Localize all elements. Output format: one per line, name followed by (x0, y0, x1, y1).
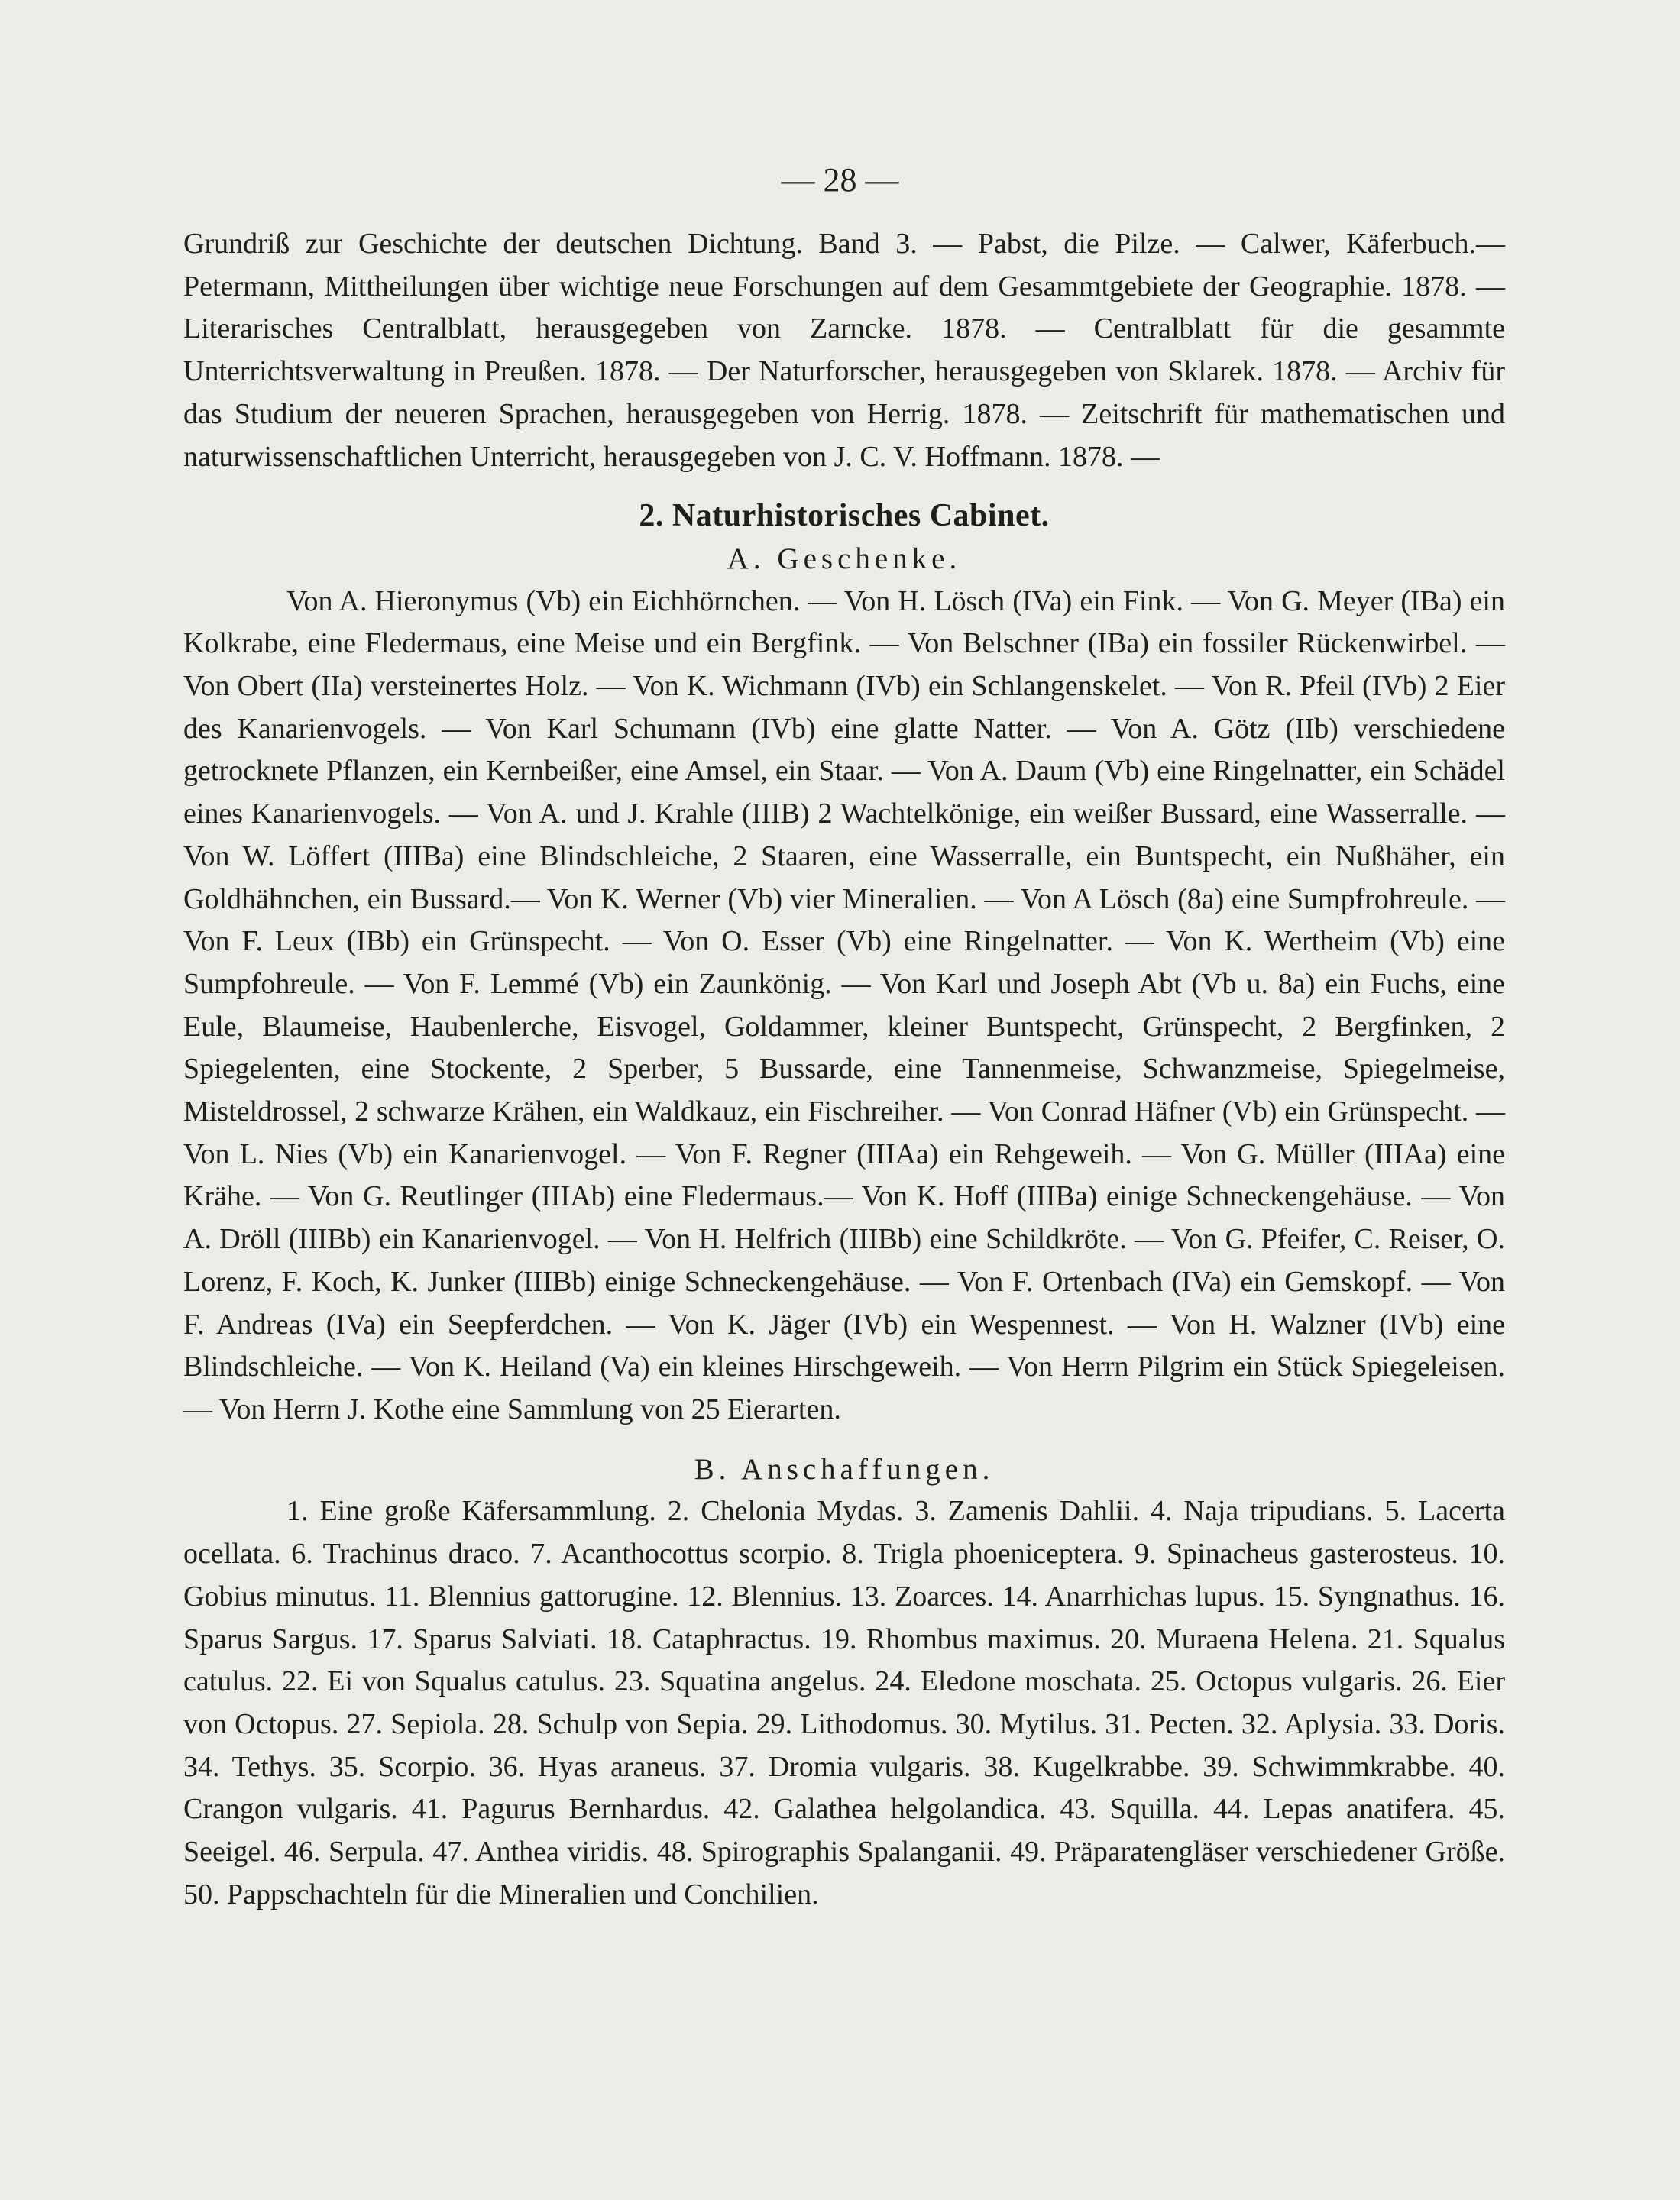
acquisitions-paragraph: 1. Eine große Käfersammlung. 2. Chelonia Mydas. 3. Zamenis Dahlii. 4. Naja tripudians. 5. Lacerta ocellata. 6. Trachinus draco. 7. Acanthocottus scorpio. 8. Trigla phoeniceptera. 9. Spinacheus gasterosteus. 10. Gobius minutus. 11. Blennius gattorugine. 12. Blennius. 13. Zoarces. 14. Anarrhichas lupus. 15. Syngnathus. 16. Sparus Sargus. 17. Sparus Salviati. 18. Cataphractus. 19. Rhombus maximus. 20. Muraena Helena. 21. Squalus catulus. 22. Ei von Squalus catulus. 23. Squatina angelus. 24. Eledone moschata. 25. Octopus vulgaris. 26. Eier von Octopus. 27. Sepiola. 28. Schulp von Sepia. 29. Lithodomus. 30. Mytilus. 31. Pecten. 32. Aplysia. 33. Doris. 34. Tethys. 35. Scorpio. 36. Hyas araneus. 37. Dromia vulgaris. 38. Kugelkrabbe. 39. Schwimmkrabbe. 40. Crangon vulgaris. 41. Pagurus Bernhardus. 42. Galathea helgolandica. 43. Squilla. 44. Lepas anatifera. 45. Seeigel. 46. Serpula. 47. Anthea viridis. 48. Spirographis Spalanganii. 49. Präparatengläser verschiedener Größe. 50. Pappschachteln für die Mineralien und Conchilien. (183, 1495, 1505, 1910)
spacer (183, 1432, 1505, 1448)
gifts-paragraph: Von A. Hieronymus (Vb) ein Eichhörnchen. — Von H. Lösch (IVa) ein Fink. — Von G. Meyer (IBa) ein Kolkrabe, eine Fledermaus, eine Meise und ein Bergfink. — Von Belschner (IBa) ein fossiler Rückenwirbel. — Von Obert (IIa) versteinertes Holz. — Von K. Wichmann (IVb) ein Schlangenskelet. — Von R. Pfeil (IVb) 2 Eier des Kanarienvogels. — Von Karl Schumann (IVb) eine glatte Natter. — Von A. Götz (IIb) verschiedene getrocknete Pflanzen, ein Kernbeißer, eine Amsel, ein Staar. — Von A. Daum (Vb) eine Ringelnatter, ein Schädel eines Kanarienvogels. — Von A. und J. Krahle (IIIB) 2 Wachtelkönige, ein weißer Bussard, eine Wasserralle. — Von W. Löffert (IIIBa) eine Blindschleiche, 2 Staaren, eine Wasserralle, ein Buntspecht, ein Nußhäher, ein Goldhähnchen, ein Bussard.— Von K. Werner (Vb) vier Mineralien. — Von A Lösch (8a) eine Sumpfrohreule. — Von F. Leux (IBb) ein Grünspecht. — Von O. Esser (Vb) eine Ringelnatter. — Von K. Wertheim (Vb) eine Sumpfohreule. — Von F. Lemmé (Vb) ein Zaunkönig. — Von Karl und Joseph Abt (Vb u. 8a) ein Fuchs, eine Eule, Blaumeise, Haubenlerche, Eisvogel, Goldammer, kleiner Buntspecht, Grünspecht, 2 Bergfinken, 2 Spiegelenten, eine Stockente, 2 Sperber, 5 Bussarde, eine Tannenmeise, Schwanzmeise, Spiegelmeise, Misteldrossel, 2 schwarze Krähen, ein Waldkauz, ein Fischreiher. — Von Conrad Häfner (Vb) ein Grünspecht. — Von L. Nies (Vb) ein Kanarienvogel. — Von F. Regner (IIIAa) ein Rehgeweih. — Von G. Müller (IIIAa) eine Krähe. — Von G. Reutlinger (IIIAb) eine Fledermaus.— Von K. Hoff (IIIBa) einige Schneckengehäuse. — Von A. Dröll (IIIBb) ein Kanarienvogel. — Von H. Helfrich (IIIBb) eine Schildkröte. — Von G. Pfeifer, C. Reiser, O. Lorenz, F. Koch, K. Junker (IIIBb) einige Schneckengehäuse. — Von F. Ortenbach (IVa) ein Gemskopf. — Von F. Andreas (IVa) ein Seepferdchen. — Von K. Jäger (IVb) ein Wespennest. — Von H. Walzner (IVb) eine Blindschleiche. — Von K. Heiland (Va) ein kleines Hirschgeweih. — Von Herrn Pilgrim ein Stück Spiegeleisen. — Von Herrn J. Kothe eine Sammlung von 25 Eierarten. (183, 584, 1505, 1425)
section-title: 2. Naturhistorisches Cabinet. (639, 498, 1050, 534)
page-body (183, 223, 1505, 1916)
subsection-a-title: A. Geschenke. (727, 542, 962, 575)
intro-paragraph: Grundriß zur Geschichte der deutschen Dichtung. Band 3. — Pabst, die Pilze. — Calwer, Käferbuch.— Petermann, Mittheilungen über wichtige neue Forschungen auf dem Gesammtgebiete der Geographie. 1878. — Literarisches Centralblatt, herausgegeben von Zarncke. 1878. — Centralblatt für die gesammte Unterrichtsverwaltung in Preußen. 1878. — Der Naturforscher, herausgegeben von Sklarek. 1878. — Archiv für das Studium der neueren Sprachen, herausgegeben von Herrig. 1878. — Zeitschrift für mathematischen und naturwissenschaftlichen Unterricht, herausgegeben von J. C. V. Hoffmann. 1878. — (183, 228, 1505, 473)
subsection-b-title: B. Anschaffungen. (694, 1452, 995, 1486)
page-number: — 28 — (781, 161, 899, 199)
